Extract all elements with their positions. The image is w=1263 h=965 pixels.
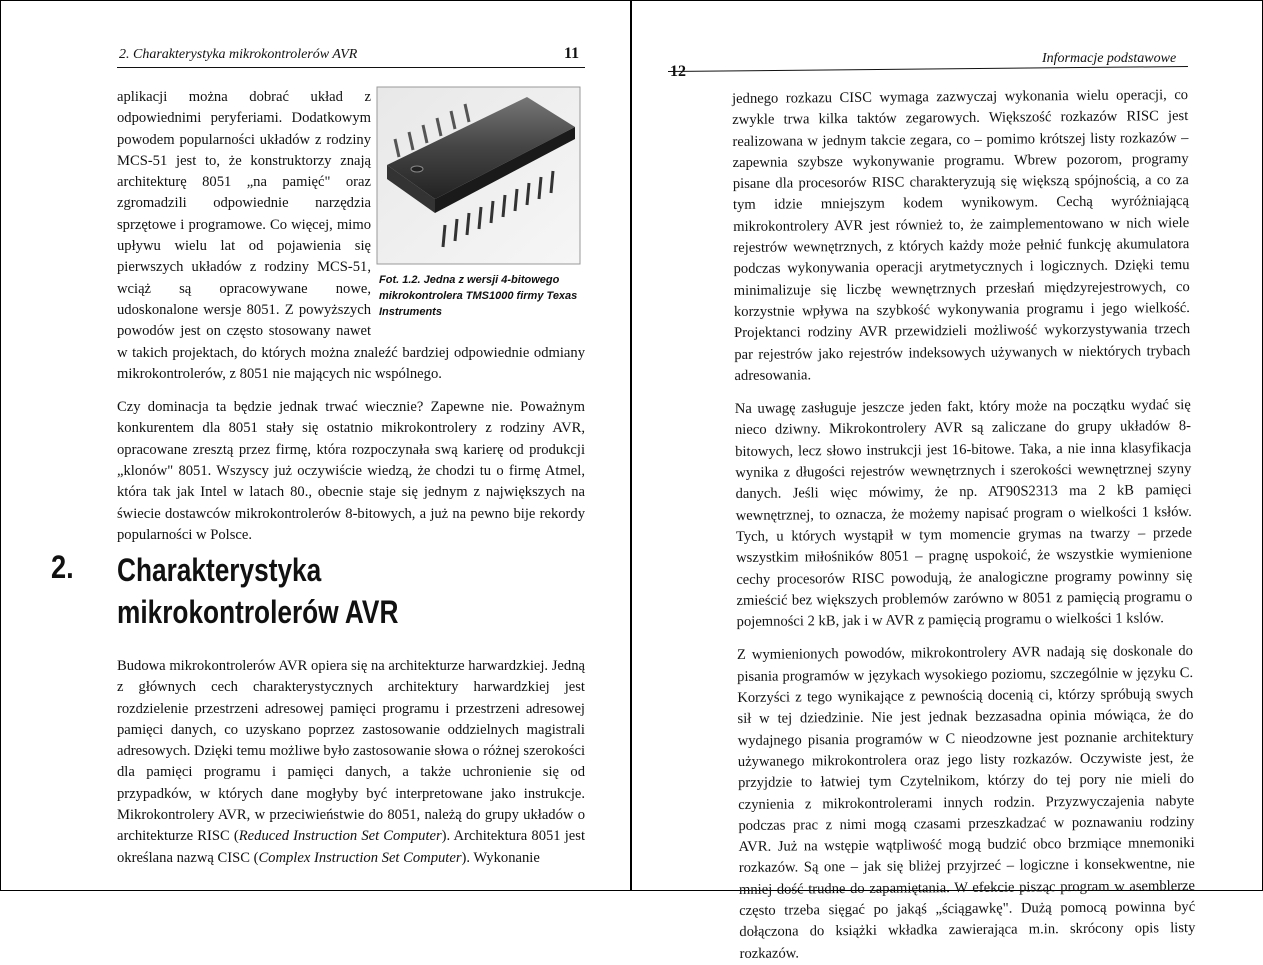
right-page-number: 12 [670,63,686,80]
right-paragraph-3: Z wymienionych powodów, mikrokontrolery AVR nadają się doskonale do pisania programów w językach wysokiego poziomu, szczególnie w języku C. Korzyści z tego wynikające z pewnością docenią ci, którzy spróbują swych sił w tej dziedzinie. Nie jest jednak bezzasadna opinia mówiąca, że do wydajnego pisania programów w C nieodzowne jest poznanie architektury używanego mikrokontrolera oraz jego listy rozkazów. Oczywiste jest, że przyjdzie to łatwiej tym Czytelnikom, którzy do tej pory nie mieli do czynienia z mikrokontrolerami innych rodzin. Przyzwyczajenia nabyte podczas prac z nimi mogą czasami przeszkadzać w poznawaniu rodziny AVR. Już na wstępie wątpliwość mogą budzić obco brzmiące mnemoniki rozkazów. Są one – jak się bliżej przyjrzeć – logiczne i konsekwentne, nie mniej dość trudne do zapamiętania. W efekcie pisząc program w asemblerze często trzeba sięgać po jakąś „ściągawkę". Dużą pomocą powinna być dołączona do książki wkładka zawierająca m.in. skrócony opis listy rozkazów. [736,643,1196,962]
left-paragraph-1 [117,87,585,385]
figure-caption: Fot. 1.2. Jedna z wersji 4-bitowego mikrokontrolera TMS1000 firmy Texas Instruments [379,274,578,318]
left-paragraph-2: Czy dominacja ta będzie jednak trwać wiecznie? Zapewne nie. Poważnym konkurentem dla 8051 stały się ostatnio mikrokontrolery z rodziny AVR, opracowane zresztą przez firmę, która rozpoczynała swą karierę od produkcji „klonów" 8051. Wszyscy już oczywiście wiedzą, że chodzi tu o firmę Atmel, która tak jak Intel w latach 80., obecnie staje się jednym z największych na świecie dostawców mikrokontrolerów 8-bitowych, a już na pewno bije rekordy popularności w Polsce. [117,399,585,543]
cisc-expansion: Complex Instruction Set Computer [258,849,462,866]
left-paragraph-3 [117,656,585,869]
left-header-rule [117,67,585,68]
right-paragraph-2: Na uwagę zasługuje jeszcze jeden fakt, który może na początku wydać się nieco dziwny. Mikrokontrolery AVR są zaliczane do grupy układów 8-bitowych, lecz słowo instrukcji jest 16-bitowe. Taka, a nie inna klasyfikacja wynika z długości rejestrów wewnętrznych i szerokości wewnętrznej szyny danych. Jeśli więc mówimy, że np. AT90S2313 ma 2 kB pamięci wewnętrznej, to oznacza, że możemy napisać program o wielkości 1 ksłów. Tych, u których wystąpił w tym momencie grymas na twarzy – przede wszystkim miłośników 8051 – pragnę uspokoić, że wszystkie wymienione cechy procesorów RISC powodują, że analogiczne programy powinny się zmieścić bez większych problemów zarówno w 8051 z pamięcią programu o pojemności 2 kB, jak i w AVR z pamięcią programu o wielkości 1 kslów. [734,397,1193,631]
right-page [631,0,1263,962]
left-body-bottom [117,656,585,869]
chapter-number: 2. [51,549,74,585]
figure-wrap-space [371,87,585,323]
left-body-top [117,87,585,546]
right-body [732,85,1196,965]
left-running-header: 2. Charakterystyka mikrokontrolerów AVR [119,47,358,62]
chapter-title-line-2: mikrokontrolerów AVR [117,594,399,630]
left-paragraph-1-text: aplikacji można dobrać układ z odpowiednimi peryferiami. Dodatkowym powodem popularności układów z rodziny MCS-51 jest to, że konstruktorzy znają architekturę 8051 „na pamięć" oraz zgromadzili odpowiednie narzędzia sprzętowe i programowe. Co więcej, mimo upływu wielu lat od pojawienia się pierwszych układów z rodziny MCS-51, wciąż są opracowywane nowe, udoskonalone wersje 8051. Z powyższych powodów jest on często stosowany nawet w takich projektach, do których można znaleźć bardziej odpowiednie odmiany mikrokontrolerów, z 8051 nie mających nic wspólnego. [117,89,585,382]
right-header-rule [668,66,1188,72]
left-page [0,0,631,891]
left-paragraph-3-part-b: ). Architektura 8051 jest określana nazwą CISC ( [117,828,585,866]
left-paragraph-3-part-c: ). Wykonanie [461,849,540,866]
risc-expansion: Reduced Instruction Set Computer [238,828,442,845]
right-paragraph-1: jednego rozkazu CISC wymaga zazwyczaj wykonania wielu operacji, co zwykle trwa kilka taktów zegarowych. Większość rozkazów RISC jest realizowana w jednym takcie zegara, co – pomimo krótszej listy rozkazów – zapewnia szybsze wykonywanie programu. Wbrew pozorom, programy pisane dla procesorów RISC charakteryzują się większą spójnością, a co za tym idzie mniejszym kodem wynikowym. Cechą wyróżniającą mikrokontrolery AVR jest również to, że zaimplementowano w nich wiele rejestrów wewnętrznych, z których każdy może pełnić funkcję akumulatora podczas wykonywania operacji arytmetycznych i logicznych. Dzięki temu minimalizuje się liczbę wewnętrznych przesłań międzyrejestrowych, co korzystnie wpływa na szybkość wykonywania programu i jego wielkość. Projektanci rodziny AVR przewidzieli możliwość wykorzystywania trzech par rejestrów jako rejestrów indeksowych używanych w niektórych trybach adresowania. [732,87,1191,384]
left-paragraph-3-part-a: Budowa mikrokontrolerów AVR opiera się na architekturze harwardzkiej. Jedną z głównych cech charakterystycznych architektury harwardzkiej jest rozdzielenie przestrzeni adresowej pamięci programu i przestrzeni adresowej pamięci danych, co uzyskano poprzez zastosowanie oddzielnych magistrali adresowych. Dzięki temu możliwe było zastosowanie słowa o różnej szerokości dla pamięci programu i pamięci danych, a także uchronienie się od przypadków, w których dane mogłyby być interpretowane jako instrukcje. Mikrokontrolery AVR, w przeciwieństwie do 8051, należą do grupy układów o architekturze RISC ( [117,658,585,845]
chapter-title-line-1: Charakterystyka [117,552,322,588]
chapter-title [117,549,445,633]
left-page-number: 11 [564,45,580,62]
right-running-header: Informacje podstawowe [1042,51,1177,66]
